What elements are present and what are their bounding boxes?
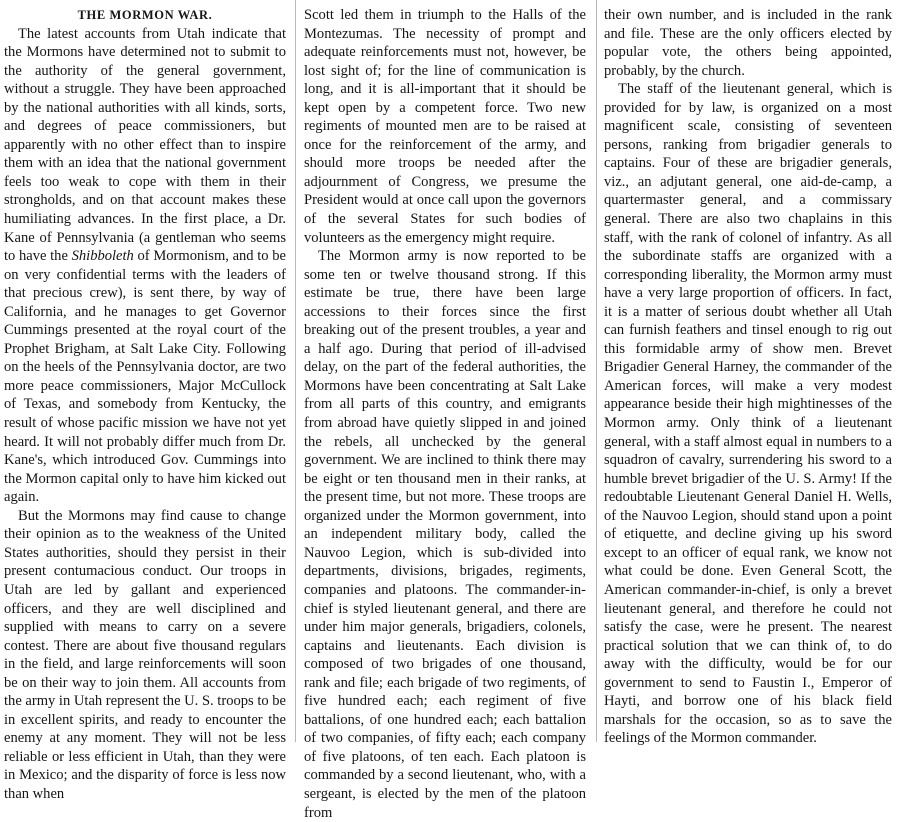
paragraph-1-italic: Shibboleth xyxy=(71,248,134,265)
paragraph-1-part-a: The latest accounts from Utah indicate that the Mormons have determined not to submit to the authority of the general government, without a struggle. They have been approached by the national authorities with all kinds, sorts, and degrees of peace commissioners, but apparently with no other effect than to inspire them with an idea that the national government feels too weak to cope with them in their strongholds, and on that account makes these humiliating advances. In the first place, a Dr. Kane of Pennsylvania (a gentleman who seems to have the xyxy=(4,25,286,265)
paragraph-1 xyxy=(4,25,286,507)
column-rule-1 xyxy=(295,0,296,742)
column-rule-2 xyxy=(596,0,597,742)
paragraph-2-continued: Scott led them in triumph to the Halls of the Montezumas. The necessity of prompt and adequate reinforcements must not, however, be lost sight of; for the line of communication is long, and it is all-important that it should be kept open by a competent force. Two new regiments of mounted men are to be raised at once for the reinforcement of the army, and should more troops be needed after the adjournment of Congress, we presume the President would at once call upon the governors of the several States for such bodies of volunteers as the emergency might require. xyxy=(304,7,586,246)
column-2 xyxy=(304,6,586,821)
paragraph-1-part-b: of Mormonism, and to be on very confidential terms with the leaders of that precious crew), is sent there, by way of California, and he manages to get Governor Cummings presented at the royal court of the Prophet Brigham, at Salt Lake City. Following on the heels of the Pennsylvania doctor, are two more peace commissioners, Major McCullock of Texas, and somebody from Kentucky, the result of whose pacific mission we have not yet heard. It will not probably differ much from Dr. Kane's, which introduced Gov. Cummings into the Mormon capital only to have him kicked out again. xyxy=(4,248,286,506)
paragraph-4: The staff of the lieutenant general, which is provided for by law, is organized on a most magnificent scale, consisting of seventeen persons, ranking from brigadier generals to captains. Four of these are brigadier generals, viz., an adjutant general, one aid-de-camp, a quartermaster general, and a commissary general. There are also two chaplains in this staff, with the rank of colonel of infantry. As all the subordinate staffs are organized with a corresponding liberality, the Mormon army must have a very large proportion of officers. In fact, it is a matter of serious doubt whether all Utah can furnish feathers and tinsel enough to rig out this formidable army of show men. Brevet Brigadier General Harney, the commander of the American forces, will make a very modest appearance beside their high mightinesses of the Mormon army. Only think of a lieutenant general, with a staff almost equal in numbers to a squadron of cavalry, surrendering his sword to a humble brevet brigadier of the U. S. Army! If the redoubtable Lieutenant General Daniel H. Wells, of the Nauvoo Legion, should stand upon a point of etiquette, and decline giving up his sword except to an officer of equal rank, we know not what could be done. Even General Scott, the American commander-in-chief, is only a brevet lieutenant general, and therefore he could not satisfy the case, were he present. The nearest practical solution that we can think of, to do away with the difficulty, would be for our government to send to Faustin I., Emperor of Hayti, and borrow one of his black field marshals for the occasion, so as to save the feelings of the Mormon commander. xyxy=(604,81,892,747)
paragraph-3: The Mormon army is now reported to be some ten or twelve thousand strong. If this estimate be true, there have been large accessions to their forces since the first breaking out of the present troubles, a year and a half ago. During that period of ill-advised delay, on the part of the federal authorities, the Mormons have been concentrating at Salt Lake from all parts of this country, and emigrants from abroad have quietly slipped in and joined the rebels, all unchecked by the general government. We are inclined to think there may be eight or ten thousand men in their ranks, at the present time, but not more. These troops are organized under the Mormon government, into an independent military body, called the Nauvoo Legion, which is sub-divided into departments, divisions, brigades, regiments, companies and platoons. The commander-in-chief is styled lieutenant general, and there are under him major generals, brigadiers, colonels, captains and lieutenants. Each division is composed of two brigades of one thousand, rank and file; each brigade of two regiments, of five hundred each; each regiment of five battalions, of one hundred each; each battalion of two companies, of fifty each; each company of five platoons, of ten each. Each platoon is commanded by a second lieutenant, who, with a sergeant, is elected by the men of the platoon from xyxy=(304,248,586,821)
column-3 xyxy=(604,6,892,747)
paragraph-3-continued: their own number, and is included in the rank and file. These are the only officers elected by popular vote, the others being appointed, probably, by the church. xyxy=(604,7,892,79)
article-title: THE MORMON WAR. xyxy=(77,8,213,22)
column-1 xyxy=(4,6,286,802)
paragraph-2: But the Mormons may find cause to change their opinion as to the weakness of the United States authorities, should they persist in their present contumacious conduct. Our troops in Utah are led by gallant and experienced officers, and they are well disciplined and supplied with means to carry on a severe contest. There are about five thousand regulars in the field, and large reinforcements will soon be on their way to join them. All accounts from the army in Utah represent the U. S. troops to be in excellent spirits, and ready to encounter the enemy at any moment. They will not be less reliable or less efficient in Utah, than they were in Mexico; and the disparity of force is less now than when xyxy=(4,507,286,802)
